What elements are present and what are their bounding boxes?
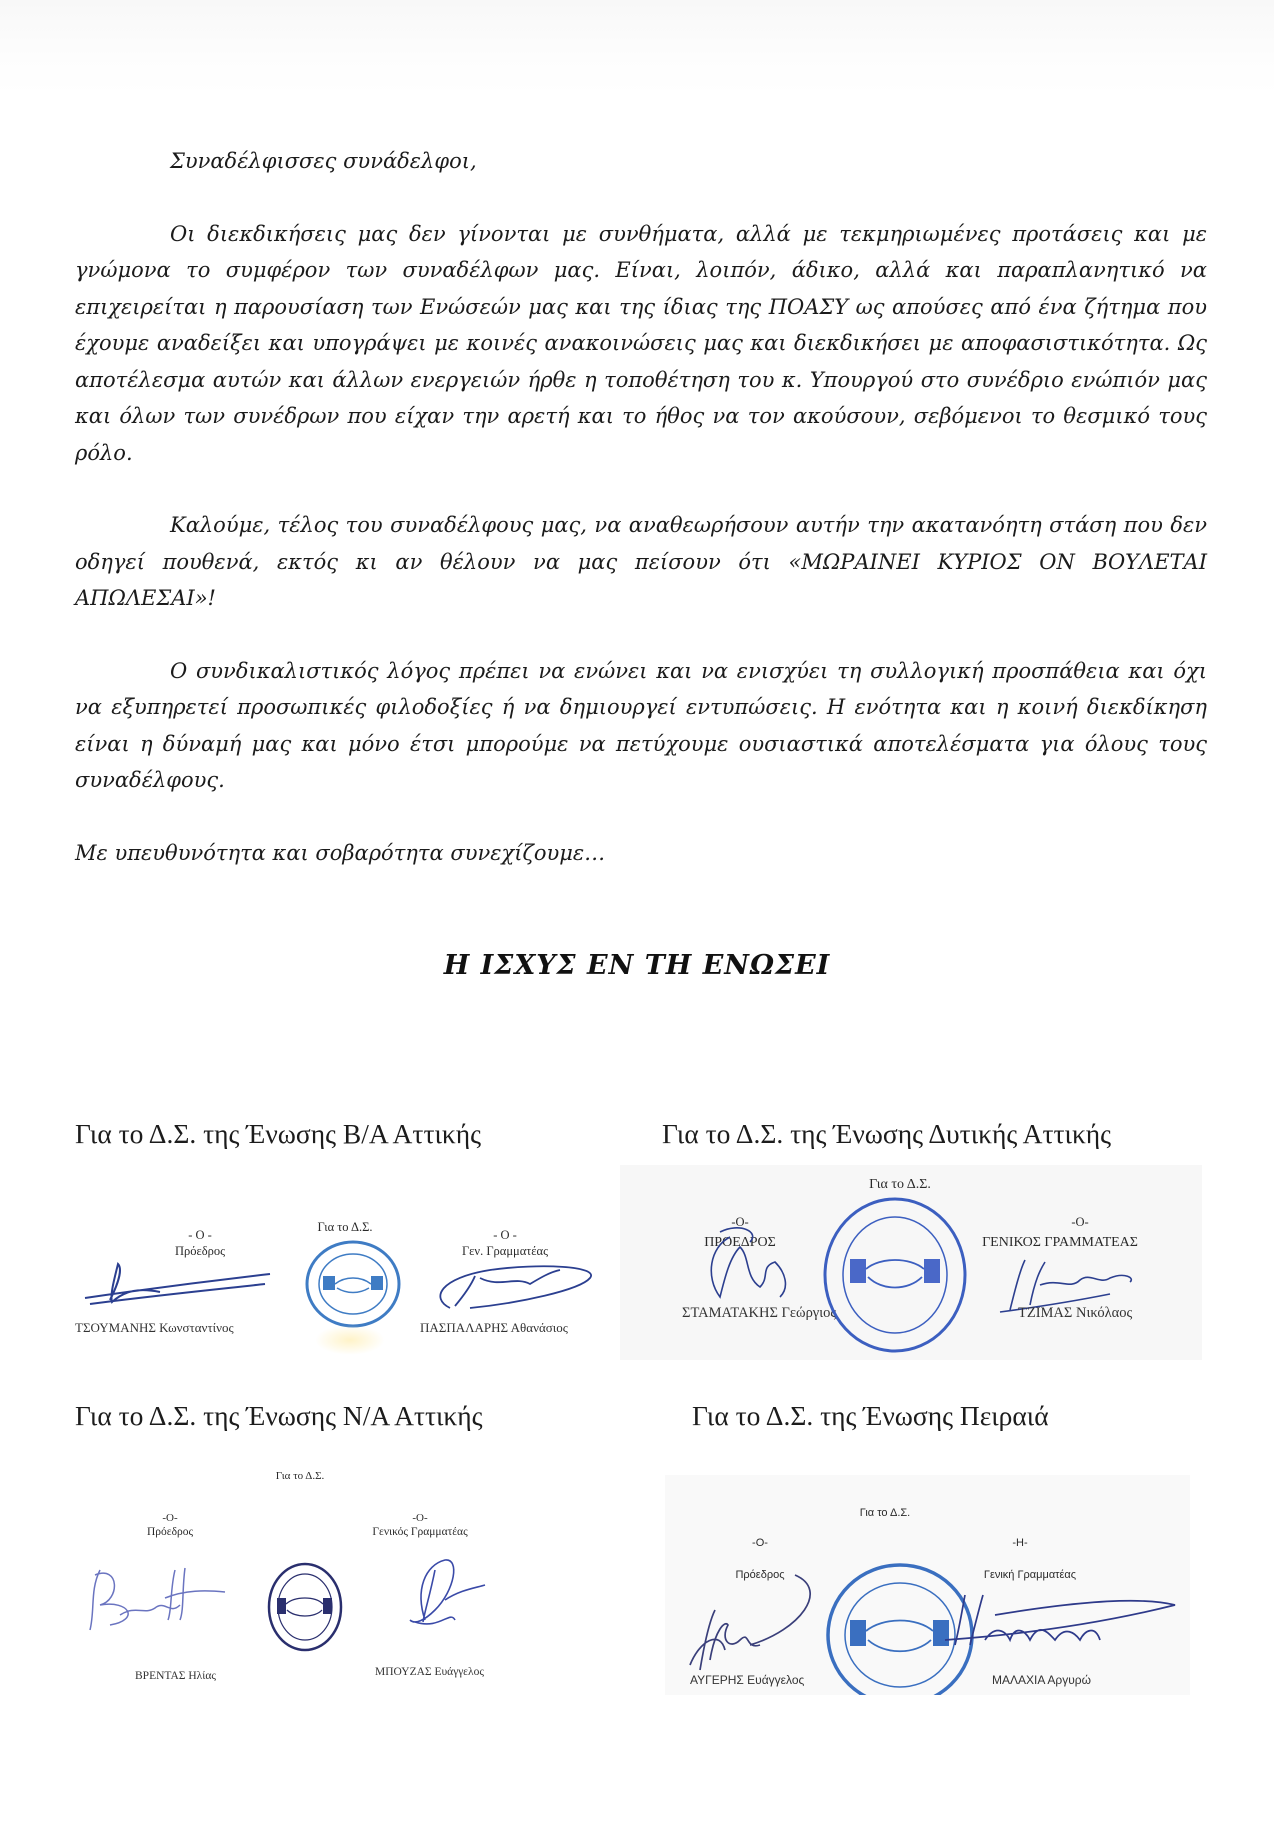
- signature-block-peiraia: [665, 1475, 1190, 1695]
- stamp-yellow-tint: [315, 1325, 385, 1355]
- secretary-role: Γενικός Γραμματέας: [372, 1526, 468, 1538]
- president-name: ΤΣΟΥΜΑΝΗΣ Κωνσταντίνος: [75, 1320, 234, 1335]
- union-title-na-attikis: Για το Δ.Σ. της Ένωσης Ν/Α Αττικής: [75, 1400, 483, 1431]
- union-title-dytikis-attikis: Για το Δ.Σ. της Ένωσης Δυτικής Αττικής: [662, 1118, 1112, 1149]
- union-title-ba-attikis: Για το Δ.Σ. της Ένωσης Β/Α Αττικής: [75, 1118, 482, 1149]
- president-name: ΒΡΕΝΤΑΣ Ηλίας: [135, 1670, 216, 1682]
- president-role: Πρόεδρος: [735, 1569, 785, 1581]
- secretary-role: ΓΕΝΙΚΟΣ ΓΡΑΜΜΑΤΕΑΣ: [982, 1235, 1138, 1250]
- union-stamp-icon: [265, 1560, 345, 1655]
- president-signature: [80, 1560, 230, 1640]
- president-article: -Ο-: [752, 1537, 768, 1549]
- president-article: -Ο-: [162, 1512, 178, 1524]
- board-label: Για το Δ.Σ.: [859, 1507, 911, 1519]
- secretary-role: Γεν. Γραμματέας: [461, 1244, 549, 1258]
- paragraph-3: Ο συνδικαλιστικός λόγος πρέπει να ενώνει και να ενισχύει τη συλλογική προσπάθεια και όχι να εξυπηρετεί προσωπικές φιλοδοξίες ή να δημιουργεί εντυπώσεις. Η ενότητα και η κοινή διεκδίκηση είναι η δύναμή μας και μόνο έτσι μπορούμε να πετύχουμε ουσιαστικά αποτελέσματα για όλους τους συναδέλφους.: [75, 658, 1207, 792]
- secretary-signature: [430, 1258, 610, 1318]
- paragraph-2: Καλούμε, τέλος του συναδέλφους μας, να αναθεωρήσουν αυτήν την ακατανόητη στάση που δεν οδηγεί πουθενά, εκτός κι αν θέλουν να μας πείσουν ότι «ΜΩΡΑΙΝΕΙ ΚΥΡΙΟΣ ΟΝ ΒΟΥΛΕΤΑΙ ΑΠΩΛΕΣΑΙ»!: [75, 513, 1207, 610]
- president-role: Πρόεδρος: [146, 1526, 194, 1538]
- president-signature: [680, 1570, 830, 1680]
- secretary-name: ΜΠΟΥΖΑΣ Ευάγγελος: [375, 1666, 484, 1678]
- president-article: -Ο-: [731, 1215, 749, 1229]
- salutation: Συναδέλφισσες συνάδελφοι,: [170, 149, 477, 173]
- president-role: ΠΡΟΕΔΡΟΣ: [704, 1235, 776, 1250]
- president-signature: [80, 1260, 280, 1310]
- top-scan-shadow: [0, 0, 1274, 95]
- letter-body: [75, 143, 1207, 871]
- secretary-name: ΠΑΣΠΑΛΑΡΗΣ Αθανάσιος: [420, 1320, 568, 1335]
- president-role: Πρόεδρος: [174, 1244, 226, 1258]
- secretary-article: -Ο-: [412, 1512, 428, 1524]
- president-name: ΑΥΓΕΡΗΣ Ευάγγελος: [690, 1673, 805, 1687]
- president-name: ΣΤΑΜΑΤΑΚΗΣ Γεώργιος: [682, 1305, 837, 1321]
- union-title-peiraia: Για το Δ.Σ. της Ένωσης Πειραιά: [692, 1400, 1049, 1431]
- board-label: Για το Δ.Σ.: [869, 1177, 931, 1192]
- signature-block-dytikis-attikis: [620, 1165, 1202, 1360]
- secretary-article: -Η-: [1012, 1537, 1028, 1549]
- secretary-signature: [395, 1550, 495, 1640]
- motto-heading: Η ΙΣΧΥΣ ΕΝ ΤΗ ΕΝΩΣΕΙ: [443, 950, 831, 981]
- secretary-name: ΤΖΙΜΑΣ Νικόλαος: [1018, 1305, 1133, 1321]
- secretary-name: ΜΑΛΑΧΙΑ Αργυρώ: [992, 1673, 1091, 1687]
- president-article: - Ο -: [188, 1228, 212, 1242]
- paragraph-1: Οι διεκδικήσεις μας δεν γίνονται με συνθήματα, αλλά με τεκμηριωμένες προτάσεις και με γνώμονα το συμφέρον των συναδέλφων μας. Είναι, λοιπόν, άδικο, αλλά και παραπλανητικό να επιχειρείται η παρουσίαση των Ενώσεών μας και της ίδιας της ΠΟΑΣΥ ως απούσες από ένα ζήτημα που έχουμε αναδείξει και υπογράψει με κοινές ανακοινώσεις μας και διεκδικήσει με αποφασιστικότητα. Ως αποτέλεσμα αυτών και άλλων ενεργειών ήρθε η τοποθέτηση του κ. Υπουργού στο συνέδριο ενώπιόν μας και όλων των συνέδρων που είχαν την αρετή και το ήθος να τον ακούσουν, σεβόμενοι το θεσμικό τους ρόλο.: [75, 221, 1207, 465]
- union-stamp-icon: [820, 1195, 970, 1355]
- board-label: Για το Δ.Σ.: [275, 1470, 325, 1482]
- president-signature: [700, 1227, 810, 1317]
- secretary-signature: [935, 1585, 1185, 1665]
- signature-block-ba-attikis: [75, 1190, 635, 1350]
- secretary-article: -Ο-: [1071, 1215, 1089, 1229]
- board-label: Για το Δ.Σ.: [317, 1220, 373, 1234]
- secretary-role: Γενική Γραμματέας: [983, 1569, 1077, 1581]
- signature-block-na-attikis: [75, 1460, 635, 1690]
- closing-line: Με υπευθυνότητα και σοβαρότητα συνεχίζουμε…: [75, 840, 606, 865]
- secretary-article: - Ο -: [493, 1228, 517, 1242]
- union-stamp-icon: [303, 1238, 403, 1330]
